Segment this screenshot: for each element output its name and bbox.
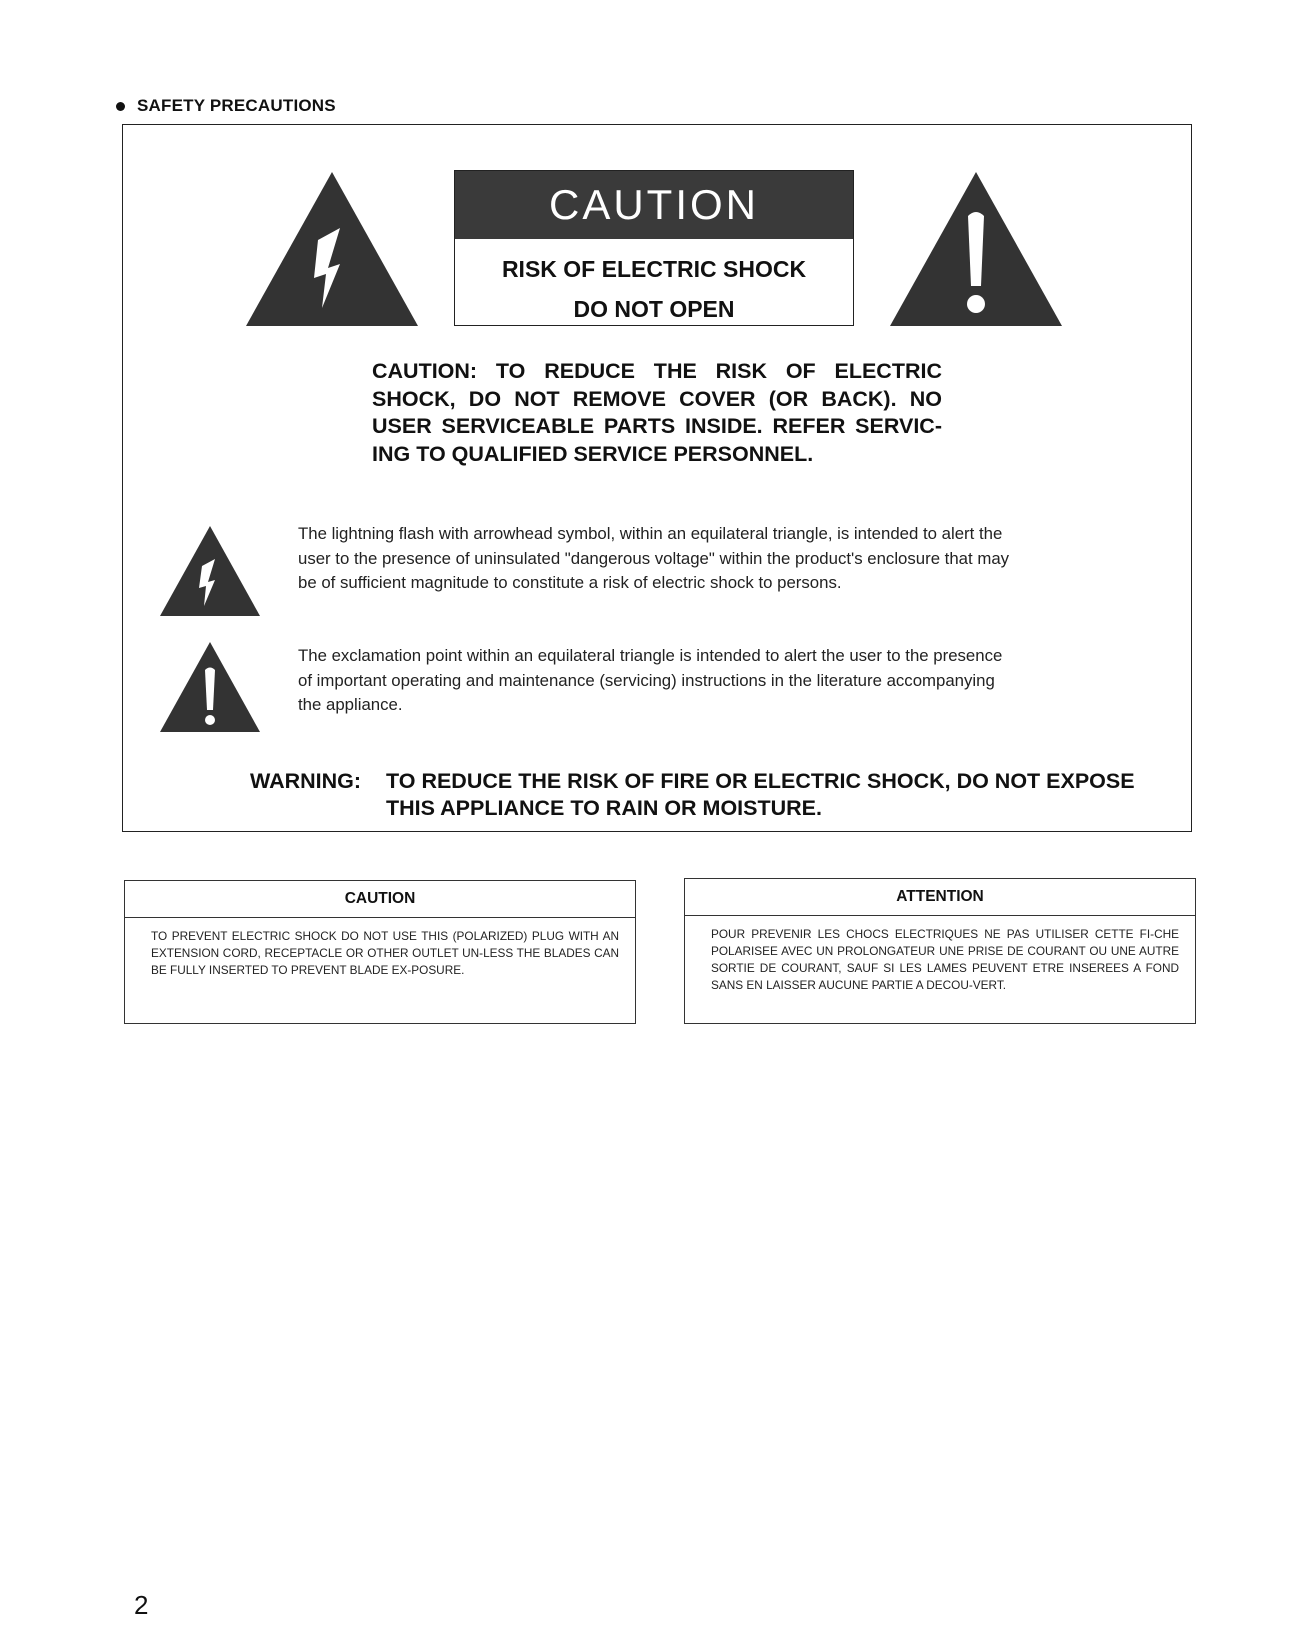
exclamation-warning-icon (888, 170, 1064, 328)
attention-notice-title: ATTENTION (685, 879, 1195, 916)
electric-shock-warning-icon (244, 170, 420, 328)
section-heading (116, 96, 336, 116)
exclamation-symbol-description: The exclamation point within an equilateral triangle is intended to alert the user to the presence of important operating and maintenance (servicing) instructions in the literature accompanying the appliance. (298, 646, 1003, 714)
lightning-symbol-description: The lightning flash with arrowhead symbol, within an equilateral triangle, is intended to alert the user to the presence of uninsulated "dangerous voltage" within the product's enclosure that may be of sufficient magnitude to constitute a risk of electric shock to persons. (298, 524, 1010, 592)
caution-notice-box (124, 880, 636, 1024)
warning-text: TO REDUCE THE RISK OF FIRE OR ELECTRIC SHOCK, DO NOT EXPOSE THIS APPLIANCE TO RAIN OR MOISTURE. (386, 769, 1135, 820)
attention-notice-body: POUR PREVENIR LES CHOCS ELECTRIQUES NE PAS UTILISER CETTE FI-CHE POLARISEE AVEC UN PROLONGATEUR UNE PRISE DE COURANT OU UNE AUTRE SORTIE DE COURANT, SAUF SI LES LAMES PEUVENT ETRE INSEREES A FOND SANS EN LAISSER AUCUNE PARTIE A DECOU-VERT. (711, 927, 1179, 992)
section-heading-text: SAFETY PRECAUTIONS (137, 96, 336, 115)
caution-notice-body: TO PREVENT ELECTRIC SHOCK DO NOT USE THIS (POLARIZED) PLUG WITH AN EXTENSION CORD, RECEPTACLE OR OTHER OUTLET UN-LESS THE BLADES CAN BE FULLY INSERTED TO PREVENT BLADE EX-POSURE. (151, 929, 619, 977)
caution-line-risk: RISK OF ELECTRIC SHOCK (501, 256, 807, 282)
warning-statement (250, 768, 1170, 822)
warning-label: WARNING: (250, 769, 362, 793)
caution-banner: CAUTION (455, 171, 853, 239)
caution-label (454, 170, 854, 326)
caution-line-do-not-open: DO NOT OPEN (573, 296, 735, 322)
attention-notice-box (684, 878, 1196, 1024)
page-number: 2 (134, 1590, 149, 1620)
caution-notice-title: CAUTION (125, 881, 635, 918)
exclamation-warning-icon (158, 640, 262, 734)
electric-shock-warning-icon (158, 524, 262, 618)
bullet-icon (116, 102, 125, 111)
main-caution-text: CAUTION: TO REDUCE THE RISK OF ELECTRIC SHOCK, DO NOT REMOVE COVER (OR BACK). NO USER SERVICEABLE PARTS INSIDE. REFER SERVIC-ING TO QUALIFIED SERVICE PERSONNEL. (372, 359, 942, 466)
